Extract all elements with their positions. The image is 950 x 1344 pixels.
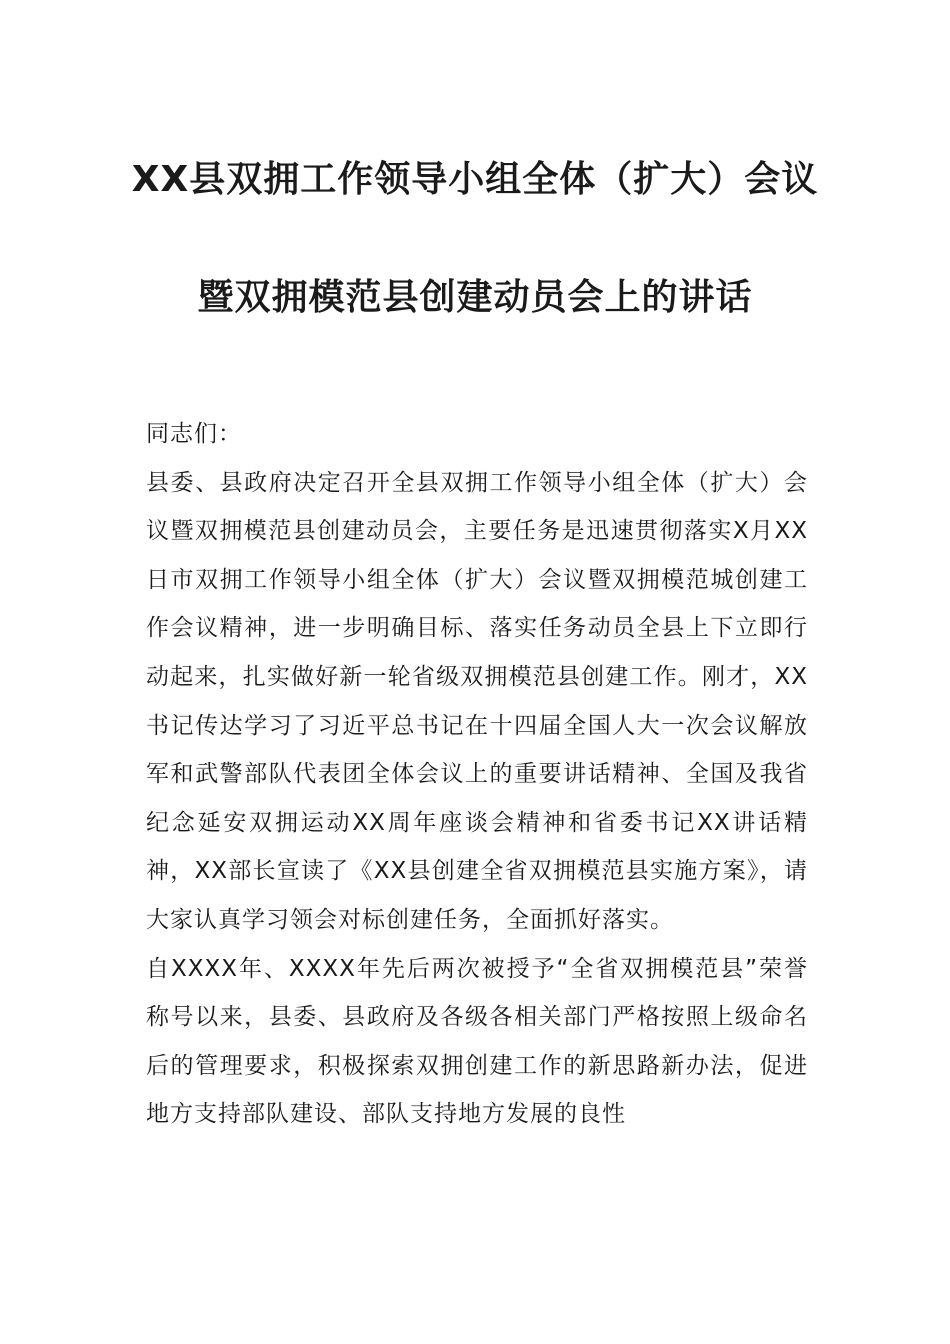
document-title-line-2: 暨双拥模范县创建动员会上的讲话 [197, 277, 753, 318]
document-title-line-1: XX县双拥工作领导小组全体（扩大）会议 [131, 159, 819, 200]
paragraph-2: 自XXXX年、XXXX年先后两次被授予“全省双拥模范县”荣誉称号以来，县委、县政府及各级各相关部门严格按照上级命名后的管理要求，积极探索双拥创建工作的新思路新办法，促进地方支持部队建设、部队支持地方发展的良性 [146, 955, 808, 1128]
paragraph-1: 县委、县政府决定召开全县双拥工作领导小组全体（扩大）会议暨双拥模范县创建动员会，主要任务是迅速贯彻落实X月XX日市双拥工作领导小组全体（扩大）会议暨双拥模范城创建工作会议精神，进一步明确目标、落实任务动员全县上下立即行动起来，扎实做好新一轮省级双拥模范县创建工作。刚才，XX书记传达学习了习近平总书记在十四届全国人大一次会议解放军和武警部队代表团全体会议上的重要讲话精神、全国及我省纪念延安双拥运动XX周年座谈会精神和省委书记XX讲话精神，XX部长宣读了《XX县创建全省双拥模范县实施方案》，请大家认真学习领会对标创建任务，全面抓好落实。 [146, 469, 808, 933]
document-body [146, 410, 808, 1139]
salutation: 同志们： [146, 421, 242, 447]
